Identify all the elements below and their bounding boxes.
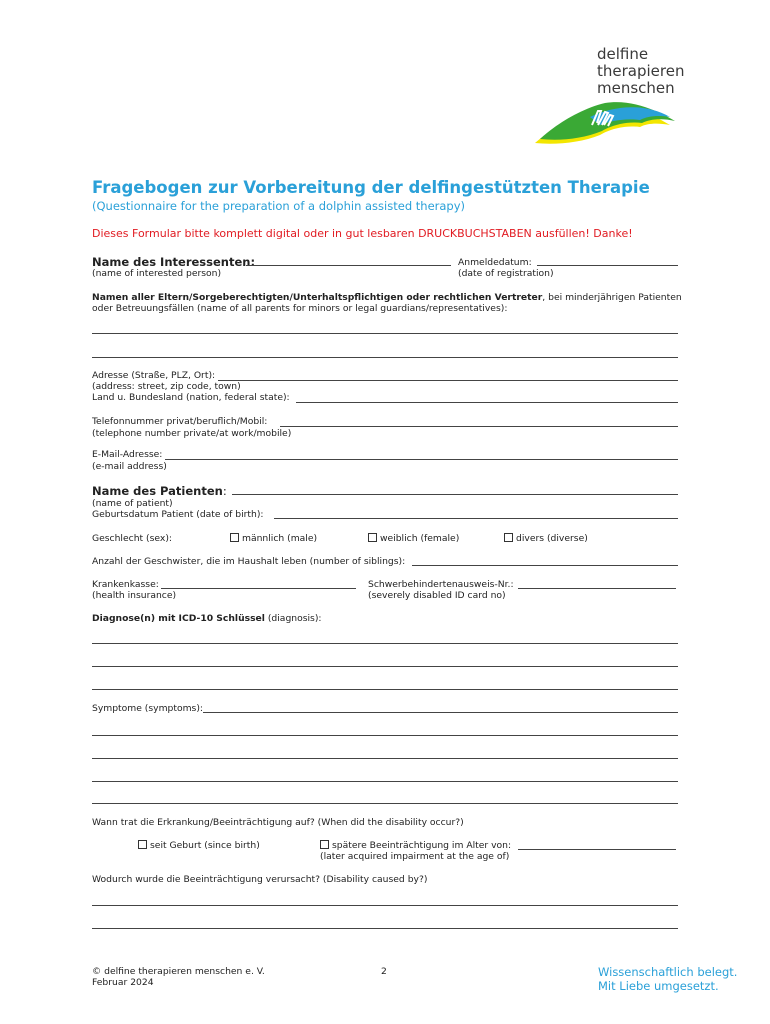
email-field[interactable] xyxy=(165,459,678,460)
symptome-label: Symptome (symptoms): xyxy=(92,703,204,714)
logo-line-3: menschen xyxy=(597,79,675,97)
sb-ausweis-field[interactable] xyxy=(518,588,676,589)
wodurch-field-2[interactable] xyxy=(92,928,678,929)
email-label: E-Mail-Adresse: xyxy=(92,449,163,460)
geschlecht-label: Geschlecht (sex): xyxy=(92,533,173,544)
checkbox-male[interactable] xyxy=(230,533,239,542)
geschlecht-female[interactable] xyxy=(368,533,459,544)
krankenkasse-label: Krankenkasse: xyxy=(92,579,159,590)
page-number: 2 xyxy=(381,966,387,977)
geschlecht-male[interactable] xyxy=(230,533,317,544)
footer-date: Februar 2024 xyxy=(92,977,154,988)
logo-text xyxy=(597,46,684,97)
symptome-field-3[interactable] xyxy=(92,758,678,759)
anmeldedatum-label: Anmeldedatum: xyxy=(458,257,532,268)
interessent-field[interactable] xyxy=(246,265,451,266)
land-label: Land u. Bundesland (nation, federal state): xyxy=(92,392,290,403)
spaetere-option[interactable] xyxy=(320,840,511,851)
geschlecht-diverse-label: divers (diverse) xyxy=(516,533,588,544)
checkbox-seit-geburt[interactable] xyxy=(138,840,147,849)
geschwister-field[interactable] xyxy=(412,565,678,566)
footer-slogan xyxy=(598,965,737,993)
email-sub: (e-mail address) xyxy=(92,461,167,472)
logo-line-2: therapieren xyxy=(597,62,685,80)
footer-copyright: © delfine therapieren menschen e. V. xyxy=(92,966,265,977)
dolphin-logo-icon xyxy=(530,95,680,150)
geburtsdatum-label: Geburtsdatum Patient (date of birth): xyxy=(92,509,264,520)
patient-label-colon: : xyxy=(222,484,227,498)
krankenkasse-field[interactable] xyxy=(161,588,356,589)
geschlecht-female-label: weiblich (female) xyxy=(380,533,460,544)
geschwister-label: Anzahl der Geschwister, die im Haushalt leben (number of siblings): xyxy=(92,556,406,567)
geburtsdatum-field[interactable] xyxy=(274,518,678,519)
interessent-label: Name des Interessenten: xyxy=(92,255,256,269)
patient-field[interactable] xyxy=(232,494,678,495)
diagnose-label-bold: Diagnose(n) mit ICD-10 Schlüssel xyxy=(92,613,265,624)
symptome-field-2[interactable] xyxy=(92,735,678,736)
anmeldedatum-field[interactable] xyxy=(537,265,678,266)
checkbox-female[interactable] xyxy=(368,533,377,542)
footer-slogan-2: Mit Liebe umgesetzt. xyxy=(598,979,719,993)
eltern-field-1[interactable] xyxy=(92,333,678,334)
eltern-line2: oder Betreuungsfällen (name of all parents for minors or legal guardians/representatives): xyxy=(92,303,508,314)
adresse-label: Adresse (Straße, PLZ, Ort): xyxy=(92,370,216,381)
diagnose-field-1[interactable] xyxy=(92,643,678,644)
patient-label-text: Name des Patienten xyxy=(92,484,223,498)
patient-sub: (name of patient) xyxy=(92,498,173,509)
spaetere-sub: (later acquired impairment at the age of) xyxy=(320,851,510,862)
diagnose-field-2[interactable] xyxy=(92,666,678,667)
wodurch-field-1[interactable] xyxy=(92,905,678,906)
patient-label xyxy=(92,484,227,498)
page-subtitle: (Questionnaire for the preparation of a dolphin assisted therapy) xyxy=(92,199,466,213)
warning-text: Dieses Formular bitte komplett digital oder in gut lesbaren DRUCKBUCHSTABEN ausfüllen! Danke! xyxy=(92,227,633,240)
krankenkasse-sub: (health insurance) xyxy=(92,590,177,601)
wodurch-label: Wodurch wurde die Beeinträchtigung verursacht? (Disability caused by?) xyxy=(92,874,428,885)
interessent-sub: (name of interested person) xyxy=(92,268,222,279)
geschlecht-male-label: männlich (male) xyxy=(242,533,318,544)
anmeldedatum-sub: (date of registration) xyxy=(458,268,554,279)
adresse-sub: (address: street, zip code, town) xyxy=(92,381,241,392)
symptome-field[interactable] xyxy=(203,712,678,713)
wann-label: Wann trat die Erkrankung/Beeinträchtigung auf? (When did the disability occur?) xyxy=(92,817,464,828)
spaetere-alter-field[interactable] xyxy=(518,849,676,850)
eltern-label xyxy=(92,292,692,303)
logo-line-1: delfine xyxy=(597,45,649,63)
diagnose-label-rest: (diagnosis): xyxy=(264,613,322,624)
diagnose-label xyxy=(92,613,322,624)
telefon-sub: (telephone number private/at work/mobile) xyxy=(92,428,292,439)
spaetere-label: spätere Beeinträchtigung im Alter von: xyxy=(332,840,512,851)
adresse-field[interactable] xyxy=(218,380,678,381)
sb-ausweis-sub: (severely disabled ID card no) xyxy=(368,590,506,601)
checkbox-spaetere[interactable] xyxy=(320,840,329,849)
footer-slogan-1: Wissenschaftlich belegt. xyxy=(598,965,738,979)
geschlecht-diverse[interactable] xyxy=(504,533,588,544)
telefon-field[interactable] xyxy=(280,426,678,427)
diagnose-field-3[interactable] xyxy=(92,689,678,690)
symptome-field-4[interactable] xyxy=(92,781,678,782)
symptome-field-5[interactable] xyxy=(92,803,678,804)
land-field[interactable] xyxy=(296,402,678,403)
eltern-label-rest: , bei minderjährigen Patienten xyxy=(542,292,682,303)
sb-ausweis-label: Schwerbehindertenausweis-Nr.: xyxy=(368,579,514,590)
eltern-label-bold: Namen aller Eltern/Sorgeberechtigten/Unterhaltspflichtigen oder rechtlichen Vertreter xyxy=(92,292,543,303)
page-title: Fragebogen zur Vorbereitung der delfingestützten Therapie xyxy=(92,178,650,197)
telefon-label: Telefonnummer privat/beruflich/Mobil: xyxy=(92,416,268,427)
seit-geburt-option[interactable] xyxy=(138,840,260,851)
seit-geburt-label: seit Geburt (since birth) xyxy=(150,840,260,851)
checkbox-diverse[interactable] xyxy=(504,533,513,542)
eltern-field-2[interactable] xyxy=(92,357,678,358)
